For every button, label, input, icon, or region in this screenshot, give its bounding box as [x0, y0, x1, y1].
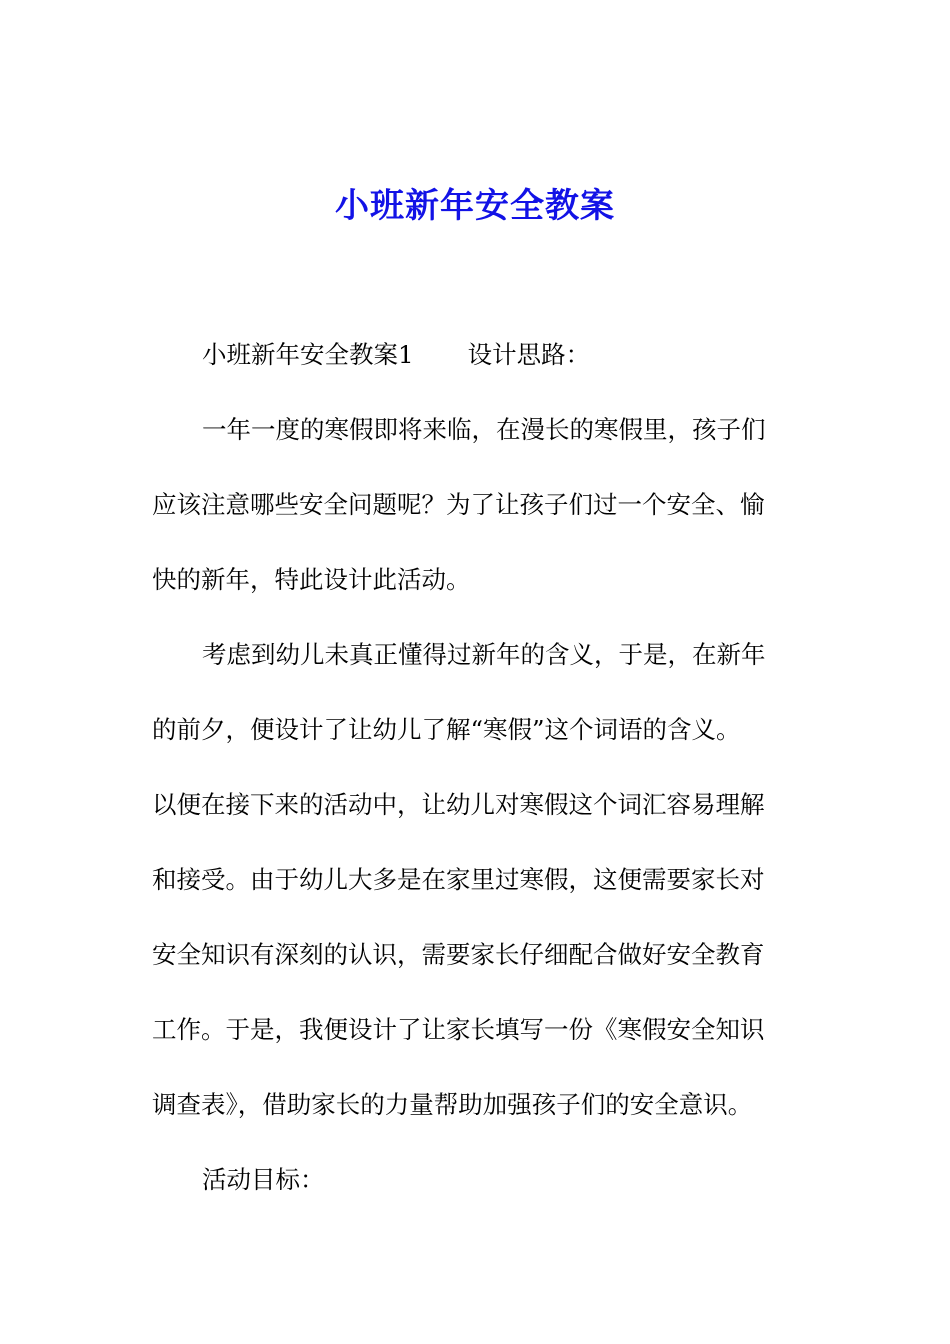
paragraph-2-line-5: 安全知识有深刻的认识，需要家长仔细配合做好安全教育: [152, 940, 765, 969]
paragraph-2-line-7: 调查表》，借助家长的力量帮助加强孩子们的安全意识。: [152, 1090, 753, 1119]
paragraph-2-line-3: 以便在接下来的活动中，让幼儿对寒假这个词汇容易理解: [152, 790, 765, 819]
paragraph-2-line-2: 的前夕，便设计了让幼儿了解“寒假”这个词语的含义。: [152, 715, 741, 744]
activity-goals-heading: 活动目标：: [202, 1165, 325, 1194]
paragraph-2-line-6: 工作。于是，我便设计了让家长填写一份《寒假安全知识: [152, 1015, 765, 1044]
paragraph-1-line-2: 应该注意哪些安全问题呢？为了让孩子们过一个安全、愉: [152, 490, 765, 519]
section-heading: 小班新年安全教案1: [202, 340, 414, 369]
paragraph-1-line-1: 一年一度的寒假即将来临，在漫长的寒假里，孩子们: [202, 415, 766, 444]
paragraph-2-line-4: 和接受。由于幼儿大多是在家里过寒假，这便需要家长对: [152, 865, 765, 894]
section-heading-line: [202, 338, 792, 372]
paragraph-1-line-3: 快的新年，特此设计此活动。: [152, 565, 471, 594]
paragraph-2-line-1: 考虑到幼儿未真正懂得过新年的含义，于是，在新年: [202, 640, 766, 669]
document-title: 小班新年安全教案: [335, 186, 615, 226]
section-subheading: 设计思路：: [467, 340, 591, 369]
